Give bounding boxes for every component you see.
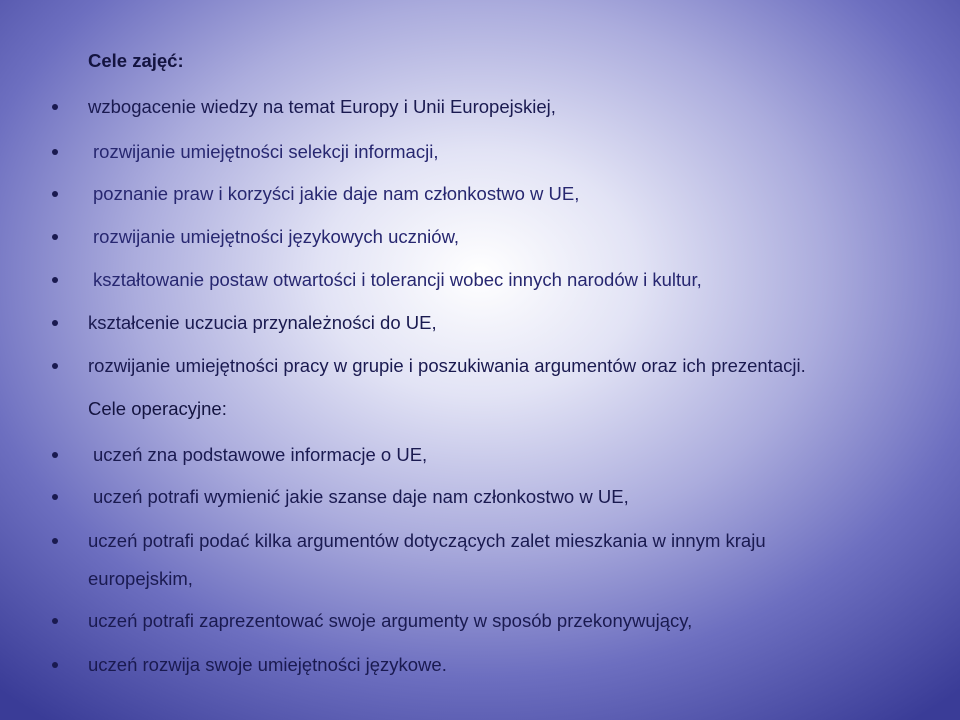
cele-operacyjne-item-3-continued: europejskim,: [88, 568, 193, 589]
cele-zajec-item-5: kształtowanie postaw otwartości i tolerancji wobec innych narodów i kultur,: [93, 269, 702, 290]
bullet-icon: [52, 234, 58, 240]
bullet-icon: [52, 662, 58, 668]
cele-zajec-heading: Cele zajęć:: [88, 50, 184, 71]
bullet-icon: [52, 618, 58, 624]
cele-operacyjne-item-5: uczeń rozwija swoje umiejętności językowe.: [88, 654, 447, 675]
cele-zajec-item-1: wzbogacenie wiedzy na temat Europy i Unii Europejskiej,: [88, 96, 556, 117]
bullet-icon: [52, 104, 58, 110]
bullet-icon: [52, 494, 58, 500]
bullet-icon: [52, 277, 58, 283]
bullet-icon: [52, 538, 58, 544]
cele-operacyjne-item-4: uczeń potrafi zaprezentować swoje argumenty w sposób przekonywujący,: [88, 610, 693, 631]
cele-zajec-item-7: rozwijanie umiejętności pracy w grupie i poszukiwania argumentów oraz ich prezentacji.: [88, 355, 806, 376]
bullet-icon: [52, 320, 58, 326]
bullet-icon: [52, 452, 58, 458]
bullet-icon: [52, 191, 58, 197]
cele-operacyjne-item-1: uczeń zna podstawowe informacje o UE,: [93, 444, 428, 465]
cele-zajec-item-4: rozwijanie umiejętności językowych uczniów,: [93, 226, 460, 247]
cele-zajec-item-2: rozwijanie umiejętności selekcji informacji,: [93, 141, 439, 162]
cele-operacyjne-item-3: uczeń potrafi podać kilka argumentów dotyczących zalet mieszkania w innym kraju: [88, 530, 766, 551]
cele-zajec-item-6: kształcenie uczucia przynależności do UE,: [88, 312, 437, 333]
cele-zajec-item-3: poznanie praw i korzyści jakie daje nam członkostwo w UE,: [93, 183, 580, 204]
bullet-icon: [52, 363, 58, 369]
cele-operacyjne-heading: Cele operacyjne:: [88, 398, 227, 419]
bullet-icon: [52, 149, 58, 155]
cele-operacyjne-item-2: uczeń potrafi wymienić jakie szanse daje nam członkostwo w UE,: [93, 486, 629, 507]
